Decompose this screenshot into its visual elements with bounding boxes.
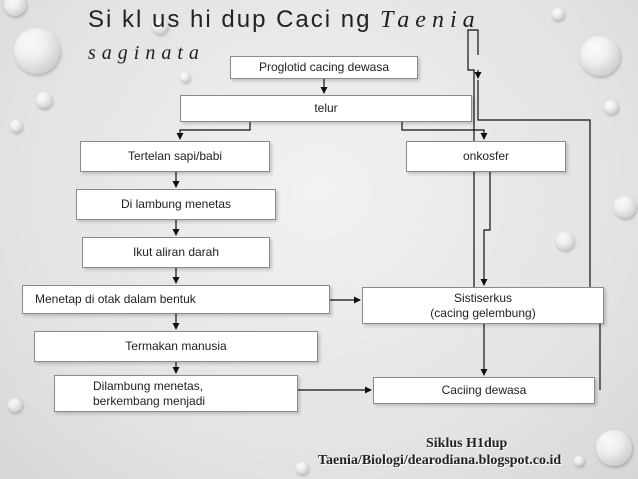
node-label: Sistiserkus (cacing gelembung) [430,290,536,320]
node-sistiserkus [362,287,604,324]
node-label: telur [314,101,338,115]
credit-line2: Taenia/Biologi/dearodiana.blogspot.co.id [318,453,562,468]
loop-line-outer [478,80,600,390]
node-lambung [76,189,276,220]
node-dilambung [54,375,298,412]
node-proglotid [230,56,418,79]
node-onkosfer [406,141,566,172]
node-label: Menetap di otak dalam bentuk [35,292,196,306]
node-label: Dilambung menetas, berkembang menjadi [93,378,206,408]
node-label: Termakan manusia [125,339,227,353]
node-label: Tertelan sapi/babi [127,149,223,163]
page-title-line2: saginata [88,42,205,64]
node-termakan [34,331,318,362]
node-label: Ikut aliran darah [132,245,220,259]
node-telur [180,95,472,122]
node-menetap [22,285,330,314]
title-plain: Si kl us hi dup Caci ng [88,6,372,33]
node-label: Di lambung menetas [120,197,232,211]
title-italic: Taenia [380,7,481,33]
node-caciing [373,377,595,404]
node-aliran [82,237,270,268]
arrow-telur-onkosfer [402,122,484,139]
node-label: onkosfer [462,149,510,163]
node-label: Proglotid cacing dewasa [258,60,390,74]
arrow-telur-tertelan [180,122,250,139]
credit-line1: Siklus H1dup [426,436,508,451]
node-label: Caciing dewasa [441,383,527,397]
arrow-onkosfer-sistiserkus [484,172,490,285]
node-tertelan [80,141,270,172]
